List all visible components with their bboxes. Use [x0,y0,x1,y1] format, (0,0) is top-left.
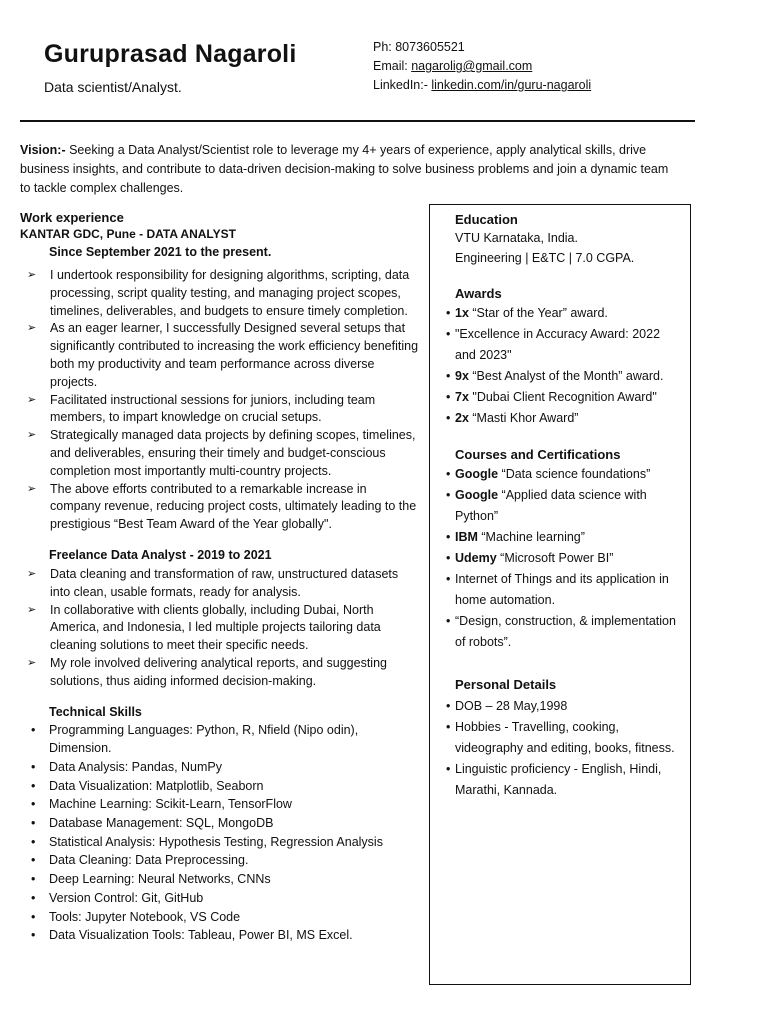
award-item-count: 1x [455,306,469,320]
skill-item [20,889,420,908]
award-item-text: “Star of the Year” award. [468,306,608,320]
award-item-text: “Masti Khor Award” [468,411,579,425]
vision-text: Seeking a Data Analyst/Scientist role to leverage my 4+ years of experience, apply analytical skills, drive business insights, and contribute to data-driven decision-making to solve business problems and join a dynamic team to tackle complex challenges. [20,143,669,195]
personal-text: Hobbies - Travelling, cooking, videography and editing, books, fitness. [455,720,675,755]
education-line-2: Engineering | E&TC | 7.0 CGPA. [455,250,635,265]
course-item [446,464,683,485]
awards-heading: Awards [455,286,502,301]
company-title: KANTAR GDC, Pune - DATA ANALYST [20,227,236,241]
skill-item [20,870,420,889]
award-item [446,408,683,429]
skill-item [20,833,420,852]
freelance-list [20,566,420,691]
bullet-icon: • [446,699,451,713]
bullet-icon: • [446,762,451,776]
award-item-text: “Best Analyst of the Month” award. [468,369,664,383]
bullet-icon: • [446,411,451,425]
skill-item [20,721,420,758]
course-item-text: “Microsoft Power BI” [496,551,614,565]
skill-item [20,795,420,814]
list-item-text: Data cleaning and transformation of raw, unstructured datasets into clean, usable formats, ready for analysis. [50,566,399,599]
course-item-text: Internet of Things and its application in home automation. [455,572,669,607]
skills-heading: Technical Skills [49,704,142,719]
bullet-icon: • [446,551,451,565]
bullet-icon: • [446,306,451,320]
list-item [20,392,420,428]
email-label: Email: [373,59,412,73]
course-item-text: “Machine learning” [477,530,585,544]
course-item-text: “Data science foundations” [498,467,651,481]
skill-text: Machine Learning: Scikit-Learn, TensorFlow [49,797,292,812]
work-heading: Work experience [20,210,124,225]
skill-text: Data Analysis: Pandas, NumPy [49,759,222,774]
list-item [20,481,420,534]
skill-item [20,908,420,927]
bullet-icon: • [31,928,36,943]
bullet-icon: • [31,834,36,849]
bullet-icon: • [31,722,36,737]
bullet-icon: • [31,778,36,793]
bullet-icon: • [31,890,36,905]
list-item [20,427,420,480]
bullet-icon: • [31,797,36,812]
course-item-text: “Applied data science with Python” [455,488,647,523]
linkedin-link[interactable]: linkedin.com/in/guru-nagaroli [431,78,592,92]
course-item-count: Udemy [455,551,497,565]
contact-block [373,38,591,95]
education-heading: Education [455,212,518,227]
course-item-count: Google [455,467,499,481]
skill-text: Data Visualization: Matplotlib, Seaborn [49,778,264,793]
arrow-bullet-icon: ➢ [27,656,37,669]
award-item-text: "Excellence in Accuracy Award: 2022 and 2023" [455,327,661,362]
skill-text: Programming Languages: Python, R, Nfield (Nipo odin), Dimension. [49,722,359,756]
skill-text: Data Cleaning: Data Preprocessing. [49,853,249,868]
left-column [20,210,420,945]
arrow-bullet-icon: ➢ [27,429,37,442]
skill-text: Database Management: SQL, MongoDB [49,816,274,831]
award-item-count: 9x [455,369,469,383]
personal-item [446,759,683,801]
award-item [446,303,683,324]
personal-heading: Personal Details [455,677,557,692]
list-item [20,566,420,602]
courses-list [446,464,690,653]
bullet-icon: • [446,614,451,628]
bullet-icon: • [446,390,451,404]
work-period: Since September 2021 to the present. [49,245,272,259]
list-item [20,267,420,320]
course-item [446,611,683,653]
list-item-text: I undertook responsibility for designing algorithms, scripting, data processing, script quality testing, and managing project scopes, timelines, deliverables, and budgets to ensure timely completion. [50,268,410,318]
skill-text: Statistical Analysis: Hypothesis Testing, Regression Analysis [49,834,383,849]
work-list [20,267,420,534]
personal-item [446,696,683,717]
list-item-text: Strategically managed data projects by defining scopes, timelines, and deliverables, ensuring their timely and budget-conscious completion most importantly multi-country projects. [50,428,416,478]
personal-text: DOB – 28 May,1998 [455,699,568,713]
bullet-icon: • [446,572,451,586]
award-item [446,366,683,387]
sidebar-box [429,204,691,985]
bullet-icon: • [31,909,36,924]
education-line-1: VTU Karnataka, India. [455,231,578,245]
bullet-icon: • [446,530,451,544]
skill-text: Deep Learning: Neural Networks, CNNs [49,872,271,887]
arrow-bullet-icon: ➢ [27,269,37,281]
arrow-bullet-icon: ➢ [27,393,37,406]
list-item-text: In collaborative with clients globally, including Dubai, North America, and Indonesia, I led multiple projects tailoring data cleaning solutions to meet their specific needs. [50,602,381,653]
candidate-name: Guruprasad Nagaroli [44,40,297,68]
skill-item [20,851,420,870]
list-item [20,602,420,655]
arrow-bullet-icon: ➢ [27,567,37,580]
skill-item [20,926,420,945]
personal-list [446,696,690,801]
arrow-bullet-icon: ➢ [27,603,37,616]
award-item-count: 2x [455,411,469,425]
vision-label: Vision:- [20,143,66,157]
award-item-count: 7x [455,390,469,404]
list-item [20,320,420,391]
bullet-icon: • [31,872,36,887]
bullet-icon: • [446,467,451,481]
bullet-icon: • [31,816,36,831]
list-item [20,655,420,691]
courses-heading: Courses and Certifications [455,447,621,462]
skill-item [20,777,420,796]
personal-text: Linguistic proficiency - English, Hindi, Marathi, Kannada. [455,762,662,797]
list-item-text: As an eager learner, I successfully Designed several setups that significantly contributed to increasing the work efficiency benefiting both my productivity and team performance across diverse projects. [50,321,419,389]
arrow-bullet-icon: ➢ [27,322,37,335]
skill-text: Version Control: Git, GitHub [49,890,204,905]
candidate-role: Data scientist/Analyst. [44,79,182,95]
bullet-icon: • [446,488,451,502]
bullet-icon: • [446,327,451,341]
skill-text: Data Visualization Tools: Tableau, Power BI, MS Excel. [49,928,353,943]
list-item-text: My role involved delivering analytical reports, and suggesting solutions, thus aiding informed decision-making. [50,655,387,688]
list-item-text: The above efforts contributed to a remarkable increase in company revenue, reducing project costs, ultimately leading to the prestigious “Best Team Award of the Year globally". [50,481,417,532]
email-line [373,57,591,76]
bullet-icon: • [31,853,36,868]
freelance-heading: Freelance Data Analyst - 2019 to 2021 [49,547,272,562]
course-item [446,548,683,569]
awards-list [446,303,690,429]
skill-text: Tools: Jupyter Notebook, VS Code [49,909,241,924]
bullet-icon: • [446,720,451,734]
award-item-text: "Dubai Client Recognition Award" [468,390,657,404]
skill-item [20,814,420,833]
skill-item [20,758,420,777]
linkedin-line [373,76,591,95]
email-link[interactable]: nagarolig@gmail.com [411,59,533,73]
bullet-icon: • [31,759,36,774]
header-divider [20,120,695,122]
phone: Ph: 8073605521 [373,40,465,54]
vision-statement [20,141,680,198]
course-item-count: IBM [455,530,478,544]
course-item-text: “Design, construction, & implementation of robots”. [455,614,676,649]
list-item-text: Facilitated instructional sessions for juniors, including team members, to impart knowledge on crucial setups. [50,392,376,425]
arrow-bullet-icon: ➢ [27,482,37,495]
course-item [446,485,683,527]
course-item [446,527,683,548]
skills-list [20,721,420,945]
award-item [446,387,683,408]
award-item [446,324,683,366]
personal-item [446,717,683,759]
linkedin-label: LinkedIn:- [373,78,432,92]
bullet-icon: • [446,369,451,383]
course-item [446,569,683,611]
course-item-count: Google [455,488,499,502]
